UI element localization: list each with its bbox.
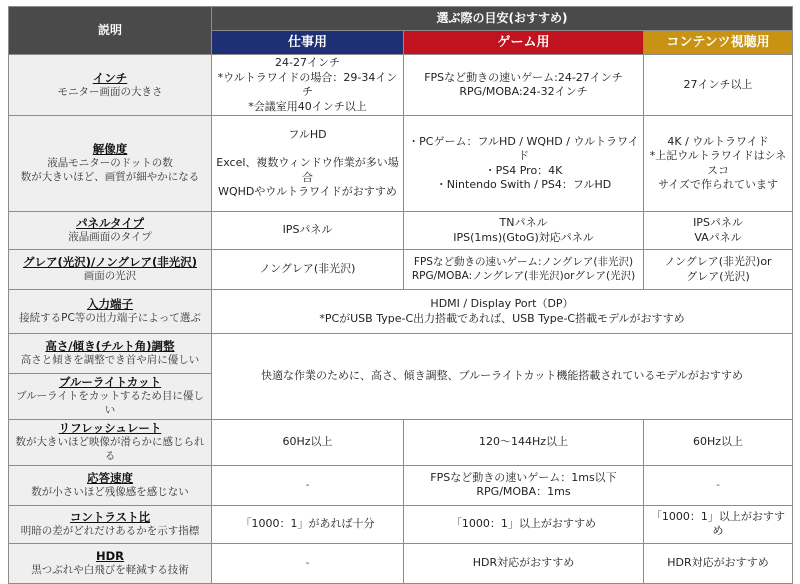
- cell-line: IPSパネル: [693, 216, 743, 230]
- label-subtitle: 数が大きいほど映像が滑らかに感じられる: [15, 436, 205, 462]
- cell-work: [212, 250, 404, 290]
- cell-game: [404, 55, 644, 116]
- cell-work: [212, 116, 404, 212]
- cell-line: ・PCゲーム：フルHD / WQHD / ウルトラワイド: [408, 134, 639, 163]
- cell-game: 「1000：1」以上がおすすめ: [404, 505, 644, 543]
- label-subtitle: 黒つぶれや白飛びを軽減する技術: [31, 564, 189, 576]
- label-title: 高さ/傾き(チルト角)調整: [45, 339, 175, 354]
- label-subtitle: 接続するPC等の出力端子によって選ぶ: [19, 312, 201, 325]
- label-subtitle: 数が小さいほど残像感を感じない: [31, 486, 189, 498]
- cell-line: RPG/MOBA:ノングレア(非光沢)orグレア(光沢): [411, 269, 636, 282]
- cell-line: サイズで作られています: [657, 178, 779, 192]
- cell-content: [644, 55, 793, 116]
- cell-input-merged: [212, 290, 793, 334]
- row-hdr: [9, 543, 793, 583]
- label-subtitle: 液晶画面のタイプ: [68, 231, 152, 244]
- cell-line: IPS(1ms)(GtoG)対応パネル: [453, 230, 594, 244]
- cell-line: 24-27インチ: [275, 56, 340, 69]
- cell-line: ノングレア(非光沢): [259, 262, 356, 276]
- cell-line: FPSなど動きの速いゲーム:ノングレア(非光沢): [413, 255, 634, 268]
- cell-line: ノングレア(非光沢)or: [664, 255, 772, 269]
- label-title: グレア(光沢)/ノングレア(非光沢): [22, 255, 198, 270]
- label-subtitle: 明暗の差がどれだけあるかを示す指標: [20, 525, 200, 537]
- label-subtitle: 液晶モニターのドットの数: [47, 157, 173, 170]
- label-title: インチ: [92, 70, 128, 85]
- cell-line: 27インチ以上: [683, 77, 753, 91]
- cell-game: [404, 116, 644, 212]
- cell-spacer: [215, 142, 400, 156]
- label-subtitle: 数が大きいほど、画質が細やかになる: [20, 171, 200, 184]
- cell-game: 120～144Hz以上: [404, 419, 644, 465]
- cell-game: HDR対応がおすすめ: [404, 543, 644, 583]
- cell-work: [212, 55, 404, 116]
- cell-content: -: [644, 465, 793, 505]
- cell-line: FPSなど動きの速いゲーム:24-27インチ: [424, 70, 623, 84]
- cell-line: RPG/MOBA:24-32インチ: [459, 85, 588, 99]
- label-title: ブルーライトカット: [58, 375, 162, 390]
- header-label-column: 説明: [9, 7, 212, 55]
- cell-content: [644, 250, 793, 290]
- label-title: 解像度: [92, 142, 128, 157]
- label-hdr: [9, 543, 212, 583]
- cell-line: VAパネル: [694, 230, 742, 244]
- cell-work: [212, 212, 404, 250]
- monitor-guide-table: [8, 6, 793, 584]
- label-title: 応答速度: [87, 470, 133, 485]
- header-content: コンテンツ視聴用: [644, 31, 793, 55]
- row-response: [9, 465, 793, 505]
- row-resolution: [9, 116, 793, 212]
- label-title: パネルタイプ: [76, 216, 144, 231]
- cell-line: WQHDやウルトラワイドがおすすめ: [218, 185, 397, 199]
- label-response: [9, 465, 212, 505]
- cell-line: TNパネル: [499, 216, 548, 230]
- cell-line: フルHD: [288, 127, 327, 141]
- label-subtitle: 高さと傾きを調整でき首や肩に優しい: [20, 354, 200, 367]
- cell-line: FPSなど動きの速いゲーム：1ms以下: [430, 470, 617, 484]
- row-contrast: [9, 505, 793, 543]
- label-resolution: [9, 116, 212, 212]
- label-title: 入力端子: [87, 297, 133, 312]
- cell-content: 60Hz以上: [644, 419, 793, 465]
- label-glare: [9, 250, 212, 290]
- row-panel: [9, 212, 793, 250]
- cell-line: *上記ウルトラワイドはシネスコ: [649, 149, 787, 177]
- cell-game: [404, 250, 644, 290]
- cell-work: 「1000：1」があれば十分: [212, 505, 404, 543]
- cell-line: *会議室用40インチ以上: [248, 99, 367, 113]
- label-contrast: [9, 505, 212, 543]
- label-refresh: [9, 419, 212, 465]
- cell-work: 60Hz以上: [212, 419, 404, 465]
- cell-line: グレア(光沢): [686, 269, 750, 283]
- cell-content: 「1000：1」以上がおすすめ: [644, 505, 793, 543]
- label-title: コントラスト比: [69, 509, 151, 524]
- cell-line: ・PS4 Pro：4K: [484, 163, 563, 177]
- cell-work: -: [212, 465, 404, 505]
- label-panel: [9, 212, 212, 250]
- cell-content: [644, 212, 793, 250]
- row-input: [9, 290, 793, 334]
- label-inch: [9, 55, 212, 116]
- cell-line: IPSパネル: [282, 223, 333, 237]
- header-work: 仕事用: [212, 31, 404, 55]
- cell-line: *PCがUSB Type-C出力搭載であれば、USB Type-C搭載モデルがおすすめ: [319, 311, 685, 325]
- header-game: ゲーム用: [404, 31, 644, 55]
- cell-line: RPG/MOBA：1ms: [476, 485, 571, 499]
- label-subtitle: ブルーライトをカットするため目に優しい: [16, 390, 204, 417]
- row-adjust: [9, 334, 793, 374]
- label-title: リフレッシュレート: [58, 420, 162, 435]
- cell-content: HDR対応がおすすめ: [644, 543, 793, 583]
- row-refresh: [9, 419, 793, 465]
- label-subtitle: 画面の光沢: [83, 270, 137, 283]
- cell-game: [404, 465, 644, 505]
- row-glare: [9, 250, 793, 290]
- label-input: [9, 290, 212, 334]
- label-bluelight: [9, 374, 212, 420]
- cell-work: -: [212, 543, 404, 583]
- cell-game: [404, 212, 644, 250]
- cell-line: HDMI / Display Port（DP）: [430, 297, 574, 311]
- label-subtitle: モニター画面の大きさ: [57, 85, 163, 98]
- cell-line: Excel、複数ウィンドウ作業が多い場合: [216, 156, 399, 184]
- cell-content: [644, 116, 793, 212]
- cell-comfort-merged: 快適な作業のために、高さ、傾き調整、ブルーライトカット機能搭載されているモデルがおすすめ: [212, 334, 793, 420]
- label-title: HDR: [95, 548, 125, 563]
- header-group-title: 選ぶ際の目安(おすすめ): [212, 7, 793, 31]
- row-inch: [9, 55, 793, 116]
- cell-line: ・Nintendo Swith / PS4：フルHD: [435, 178, 612, 192]
- label-adjust: [9, 334, 212, 374]
- cell-line: 4K / ウルトラワイド: [667, 134, 769, 148]
- cell-line: *ウルトラワイドの場合：29-34インチ: [217, 70, 398, 99]
